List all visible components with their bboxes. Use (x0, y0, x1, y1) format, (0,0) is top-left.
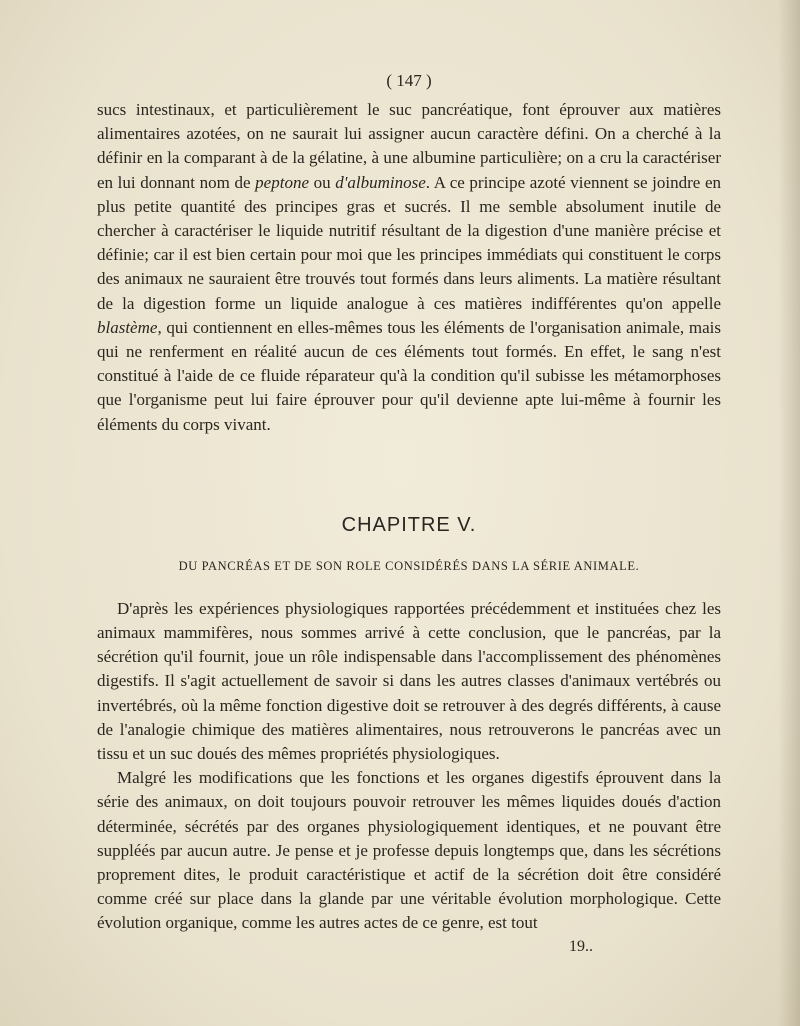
paragraph: D'après les expériences physiologiques rapportées précédemment et instituées chez les animaux mammifères, nous sommes arrivé à cette conclusion, que le pancréas, par la sécrétion qu'il fournit, joue un rôle indispensable dans l'accomplissement des phénomènes digestifs. Il s'agit actuellement de savoir si dans les autres classes d'animaux vertébrés ou invertébrés, où la même fonction digestive doit se retrouver à des degrés différents, à cause de l'analogie chimique des matières alimentaires, nous retrouverons le pancréas avec un tissu et un suc doués des mêmes propriétés physiologiques. (97, 598, 721, 764)
page-content (97, 70, 721, 958)
chapter-title: CHAPITRE V. (341, 513, 477, 536)
italic-term-peptone: peptone (255, 172, 309, 192)
italic-term-blasteme: blastème (97, 317, 158, 337)
paragraph-text: sucs intestinaux, et particulièrement le suc pancréatique, font éprouver aux matières alimentaires azotées, on ne saurait lui assigner aucun caractère défini. On a cherché à la définir en la comparant à de la gélatine, à une albumine particulière; on a cru la caractériser en lui donnant nom de (97, 100, 721, 192)
paragraph-text: ou (309, 172, 336, 192)
paragraph: Malgré les modifications que les fonctions et les organes digestifs éprouvent dans la série des animaux, on doit toujours pouvoir retrouver les mêmes liquides doués d'action déterminée, sécrétés par des organes physiologiquement identiques, et ne pouvant être suppléés par aucun autre. Je pense et je professe depuis longtemps que, dans les sécrétions proprement dites, le produit caractéristique et actif de la sécrétion doit être considéré comme créé sur place dans la glande par une véritable évolution morphologique. Cette évolution organique, comme les autres actes de ce genre, est tout (97, 768, 721, 933)
paragraph-continued (97, 98, 721, 437)
signature-mark: 19.. (569, 937, 593, 955)
italic-term-albuminose: d'albuminose (335, 172, 426, 192)
paragraph-text: , qui contiennent en elles-mêmes tous les éléments de l'organisation animale, mais qui ne renferment en réalité aucun de ces éléments tout formés. En effet, le sang n'est constitué à l'aide de ce fluide réparateur qu'à la condition qu'il subisse les métamorphoses que l'organisme peut lui faire éprouver pour qu'il devienne apte lui-même à fournir les éléments du corps vivant. (97, 317, 721, 434)
paragraph-text: . A ce principe azoté viennent se joindre en plus petite quantité des principes gras et sucrés. Il me semble absolument inutile de chercher à caractériser le liquide nutritif résultant de la digestion d'une manière précise et définie; car il est bien certain pour moi que les principes immédiats qui constituent le corps des animaux ne sauraient être trouvés tout formés dans leurs aliments. La matière résultant de la digestion forme un liquide analogue à ces matières indifférentes qu'on appelle (97, 172, 722, 313)
chapter-subtitle: DU PANCRÉAS ET DE SON ROLE CONSIDÉRÉS DANS LA SÉRIE ANIMALE. (178, 558, 640, 573)
page-number: ( 147 ) (386, 71, 432, 90)
page-edge-shadow (778, 0, 800, 1026)
